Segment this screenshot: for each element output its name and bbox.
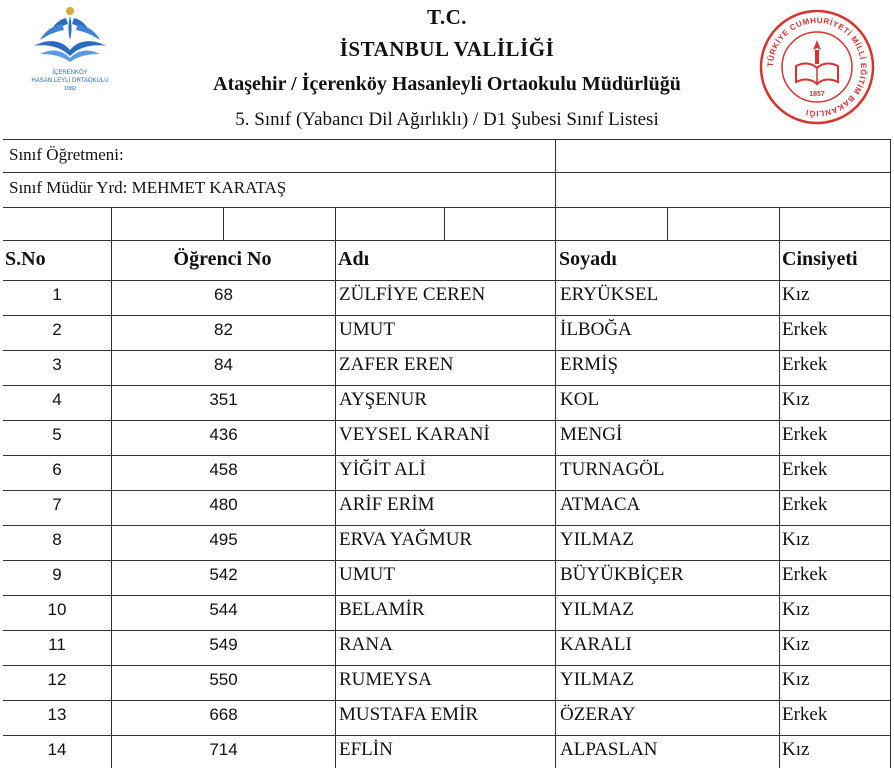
cell-row-number: 1 xyxy=(52,285,62,304)
col-header-no: S.No xyxy=(5,248,46,270)
column-divider xyxy=(779,207,780,240)
row-divider xyxy=(3,420,891,421)
cell-first-name: YİĞİT ALİ xyxy=(339,459,426,480)
cell-row-number: 14 xyxy=(47,740,67,759)
cell-student-no: 550 xyxy=(209,670,238,689)
cell-gender: Erkek xyxy=(782,319,828,340)
cell-gender: Erkek xyxy=(782,494,828,515)
row-divider xyxy=(3,630,891,631)
row-divider xyxy=(3,735,891,736)
row-divider xyxy=(3,385,891,386)
cell-first-name: ERVA YAĞMUR xyxy=(339,529,473,550)
header-school: Ataşehir / İçerenköy Hasanleyli Ortaokulu Müdürlüğü xyxy=(213,73,681,95)
header-class-list: 5. Sınıf (Yabancı Dil Ağırlıklı) / D1 Şubesi Sınıf Listesi xyxy=(235,109,659,130)
cell-row-number: 4 xyxy=(52,390,62,409)
cell-student-no: 82 xyxy=(214,320,233,339)
row-divider xyxy=(3,700,891,701)
cell-gender: Erkek xyxy=(782,704,828,725)
cell-surname: YILMAZ xyxy=(560,599,634,620)
cell-first-name: ARİF ERİM xyxy=(339,494,435,515)
row-divider xyxy=(3,240,891,241)
cell-gender: Kız xyxy=(782,634,810,655)
logo-caption-year: 1982 xyxy=(63,86,77,92)
cell-gender: Kız xyxy=(782,389,810,410)
teacher-label: Sınıf Öğretmeni: xyxy=(9,145,124,164)
cell-first-name: EFLİN xyxy=(339,739,393,760)
cell-student-no: 68 xyxy=(214,285,233,304)
cell-row-number: 10 xyxy=(47,600,67,619)
row-divider xyxy=(3,207,891,208)
cell-student-no: 84 xyxy=(214,355,233,374)
col-header-name: Adı xyxy=(338,248,370,270)
cell-gender: Kız xyxy=(782,284,810,305)
cell-student-no: 549 xyxy=(209,635,238,654)
cell-first-name: MUSTAFA EMİR xyxy=(339,704,479,725)
cell-surname: YILMAZ xyxy=(560,669,634,690)
cell-first-name: RUMEYSA xyxy=(339,669,432,690)
row-divider xyxy=(3,665,891,666)
column-divider xyxy=(890,139,891,768)
cell-student-no: 668 xyxy=(209,705,238,724)
row-divider xyxy=(3,172,891,173)
ministry-seal-icon xyxy=(758,8,876,126)
col-header-gender: Cinsiyeti xyxy=(782,248,858,270)
cell-gender: Kız xyxy=(782,529,810,550)
column-divider xyxy=(555,139,556,768)
document-header xyxy=(0,0,894,138)
cell-student-no: 436 xyxy=(209,425,238,444)
cell-row-number: 11 xyxy=(48,635,66,654)
column-divider xyxy=(335,240,336,768)
cell-row-number: 9 xyxy=(52,565,62,584)
cell-surname: MENGİ xyxy=(560,424,623,445)
cell-row-number: 12 xyxy=(47,670,67,689)
cell-row-number: 5 xyxy=(52,425,62,444)
cell-gender: Kız xyxy=(782,739,810,760)
cell-student-no: 480 xyxy=(209,495,238,514)
cell-student-no: 542 xyxy=(209,565,238,584)
ministry-seal xyxy=(758,8,876,126)
row-divider xyxy=(3,560,891,561)
header-governorship: İSTANBUL VALİLİĞİ xyxy=(339,37,555,61)
cell-student-no: 458 xyxy=(209,460,238,479)
cell-surname: ÖZERAY xyxy=(560,704,636,725)
cell-row-number: 3 xyxy=(52,355,62,374)
column-divider xyxy=(779,240,780,768)
cell-surname: ATMACA xyxy=(560,494,641,515)
cell-surname: İLBOĞA xyxy=(560,319,632,340)
row-divider xyxy=(3,315,891,316)
cell-student-no: 544 xyxy=(209,600,238,619)
cell-first-name: UMUT xyxy=(339,319,395,340)
cell-student-no: 351 xyxy=(209,390,238,409)
seal-ring-text: TÜRKİYE CUMHURİYETİ MİLLİ EĞİTİM BAKANLIĞI xyxy=(765,15,869,119)
cell-first-name: BELAMİR xyxy=(339,599,425,620)
cell-first-name: VEYSEL KARANİ xyxy=(339,424,490,445)
column-divider xyxy=(444,207,445,240)
cell-row-number: 13 xyxy=(47,705,67,724)
row-divider xyxy=(3,490,891,491)
row-divider xyxy=(3,595,891,596)
col-header-student-no: Öğrenci No xyxy=(173,248,272,270)
cell-student-no: 714 xyxy=(209,740,238,759)
seal-year: 1857 xyxy=(809,91,825,98)
cell-first-name: AYŞENUR xyxy=(339,389,427,410)
cell-gender: Erkek xyxy=(782,564,828,585)
cell-row-number: 6 xyxy=(52,460,62,479)
cell-student-no: 495 xyxy=(209,530,238,549)
cell-surname: YILMAZ xyxy=(560,529,634,550)
logo-caption-line1: İÇERENKÖY xyxy=(52,70,88,76)
cell-gender: Erkek xyxy=(782,459,828,480)
logo-caption-line2: HASAN LEYLİ ORTAOKULU xyxy=(31,78,109,84)
cell-gender: Kız xyxy=(782,599,810,620)
cell-first-name: RANA xyxy=(339,634,393,655)
column-divider xyxy=(111,207,112,240)
cell-surname: ERYÜKSEL xyxy=(560,284,659,305)
cell-row-number: 8 xyxy=(52,530,62,549)
row-divider xyxy=(3,525,891,526)
cell-surname: KARALI xyxy=(560,634,632,655)
cell-row-number: 2 xyxy=(52,320,62,339)
cell-gender: Erkek xyxy=(782,424,828,445)
cell-gender: Erkek xyxy=(782,354,828,375)
cell-surname: ERMİŞ xyxy=(560,354,619,375)
row-divider xyxy=(3,139,891,140)
row-divider xyxy=(3,280,891,281)
cell-first-name: ZAFER EREN xyxy=(339,354,454,375)
header-tc: T.C. xyxy=(426,5,468,29)
column-divider xyxy=(335,207,336,240)
cell-surname: ALPASLAN xyxy=(560,739,658,760)
column-divider xyxy=(111,240,112,768)
column-divider xyxy=(223,207,224,240)
cell-surname: BÜYÜKBİÇER xyxy=(560,564,684,585)
cell-first-name: UMUT xyxy=(339,564,395,585)
vice-principal: Sınıf Müdür Yrd: MEHMET KARATAŞ xyxy=(9,178,287,197)
cell-surname: TURNAGÖL xyxy=(560,459,665,480)
column-divider xyxy=(667,207,668,240)
cell-first-name: ZÜLFİYE CEREN xyxy=(339,284,486,305)
cell-surname: KOL xyxy=(560,389,600,410)
cell-gender: Kız xyxy=(782,669,810,690)
row-divider xyxy=(3,350,891,351)
cell-row-number: 7 xyxy=(52,495,62,514)
col-header-surname: Soyadı xyxy=(559,248,617,270)
row-divider xyxy=(3,455,891,456)
